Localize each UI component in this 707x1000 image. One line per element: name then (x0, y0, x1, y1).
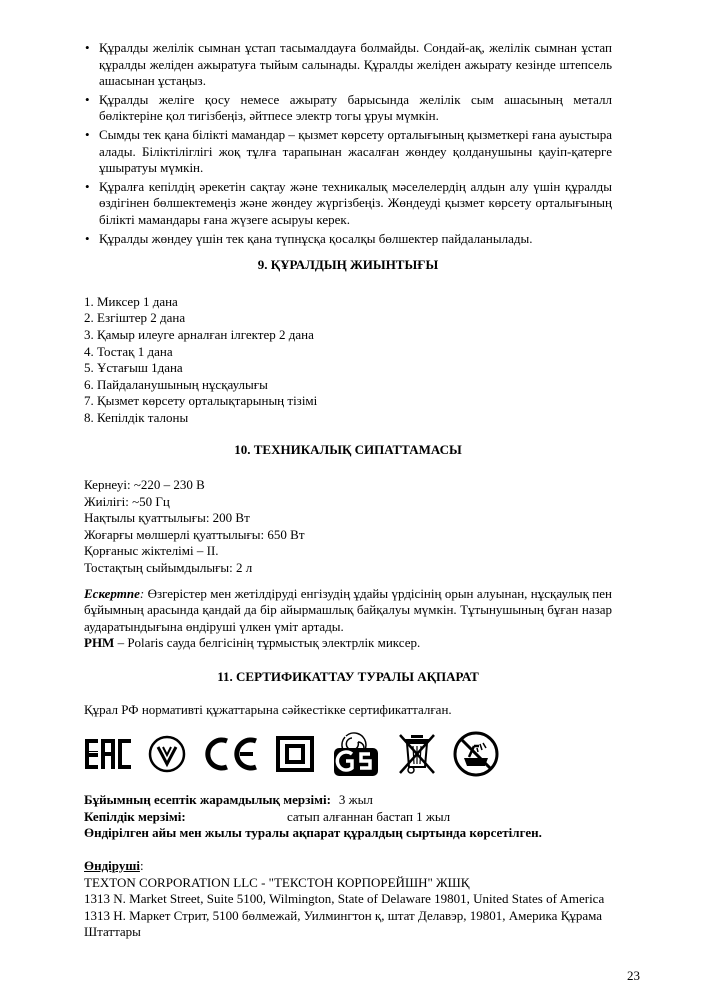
manufacturer-address-kz: 1313 Н. Маркет Стрит, 5100 бөлмежай, Уилмингтон қ, штат Делавэр, 19801, Америка Құрама Штаттары (84, 907, 603, 940)
manufacturer-heading (84, 858, 612, 875)
production-date-note: Өндірілген айы мен жылы туралы ақпарат құралдың сыртында көрсетілген. (84, 825, 542, 841)
gs-mark-icon (330, 730, 382, 778)
safety-bullet: • Құралды желілік сымнан ұстап тасымалдауға болмайды. Сондай-ақ, желілік сымнан ұстап құралды желіден ажыратуға тыйым салынады. Құралды желіден ажырату кезінде штепсель ашасынан ұстаңыз. (84, 40, 612, 90)
spec-line: Нақтылы қуаттылығы: 200 Вт (84, 510, 250, 526)
kit-item: 1. Миксер 1 дана (84, 293, 178, 309)
weee-crossed-bin-mark-icon (397, 731, 437, 777)
certification-text: Құрал РФ нормативті құжаттарына сәйкестікке сертификатталған. (84, 701, 452, 717)
service-life-value: 3 жыл (338, 792, 373, 808)
safety-bullet: • Сымды тек қана білікті мамандар – қызмет көрсету орталығының қызметкері ғана ауыстыра алады. Біліктіліглігі жоқ тұлға тарапынан жасалған жөндеу қолданушыны қауіп-қатерге ұшыратуы мүмкін. (84, 127, 612, 177)
manufacturer-address-en: 1313 N. Market Street, Suite 5100, Wilmington, State of Delaware 19801, United States of America (84, 891, 605, 907)
kit-item: 4. Тостақ 1 дана (84, 343, 173, 359)
spec-list (84, 477, 612, 577)
note-colon: : (139, 585, 145, 601)
section-10-title: 10. ТЕХНИКАЛЫҚ СИПАТТАМАСЫ (234, 442, 462, 458)
note-paragraph (84, 586, 612, 636)
kit-item: 8. Кепілдік талоны (84, 409, 189, 425)
kit-item: 7. Қызмет көрсету орталықтарының тізімі (84, 393, 318, 409)
spec-line: Кернеуі: ~220 – 230 В (84, 477, 205, 493)
eac-mark-icon (84, 736, 132, 772)
manufacturer-name: TEXTON CORPORATION LLC - "ТЕКСТОН КОРПОРЕЙШН" ЖШҚ (84, 874, 470, 890)
note-text: Өзгерістер мен жетілдіруді енгізудің ұдайы үрдісінің орын алуынан, нұсқаулық пен бұйымның арасында қандай да бір айырмашлық байқалуы мүмкін. Тұтынушының бұған назар аударатындығына өндіруші үлкен үміт артады. (84, 585, 612, 634)
safety-bullet-list (84, 40, 612, 247)
service-life-label: Бұйымның есептік жарамдылық мерзімі: (84, 792, 331, 808)
double-insulation-mark-icon (275, 736, 315, 772)
kit-item: 5. Ұстағыш 1дана (84, 360, 183, 376)
manual-page (84, 40, 612, 941)
phm-label: PHM (84, 635, 115, 651)
phm-paragraph (84, 635, 612, 652)
phm-text: – Polaris сауда белгісінің тұрмыстық электрлік миксер. (114, 635, 421, 651)
warranty-value: сатып алғаннан бастап 1 жыл (287, 808, 451, 824)
ce-mark-icon (202, 736, 260, 772)
certification-logos (84, 730, 612, 778)
note-block (84, 586, 612, 652)
safety-bullet: • Құралға кепілдің әрекетін сақтау және техникалық мәселелердің алдын алу үшін құралды өздігінен бөлшектемеңіз және жөндеу жүргізбеңіз. Жөндеуді қызмет көрсету орталығының білікті мамандары ғана жүзеге асыруы керек. (84, 179, 612, 229)
safety-bullet: • Құралды жөндеу үшін тек қана түпнұсқа қосалқы бөлшектер пайдаланылады. (84, 231, 612, 248)
spec-line: Қорғаныс жіктелімі – II. (84, 543, 219, 559)
ukraine-conformity-mark-icon (147, 734, 187, 774)
spec-line: Тостақтың сыйымдылығы: 2 л (84, 560, 253, 576)
manufacturer-block (84, 858, 612, 941)
kit-item: 3. Қамыр илеуге арналған ілгектер 2 дана (84, 326, 314, 342)
kit-list (84, 294, 612, 427)
manufacturer-colon: : (139, 857, 144, 873)
spec-line: Жиілігі: ~50 Гц (84, 493, 170, 509)
manufacturer-label: Өндіруші (84, 857, 140, 873)
safety-bullet: • Құралды желіге қосу немесе ажырату барысында желілік сым ашасының металл бөліктеріне қол тигізбеңіз, әйтпесе электр тогы ұруы мүмкін. (84, 92, 612, 125)
section-9-title: 9. ҚҰРАЛДЫҢ ЖИЫНТЫҒЫ (257, 257, 439, 273)
kit-item: 2. Езгіштер 2 дана (84, 310, 186, 326)
spec-line: Жоғарғы мөлшерлі қуаттылығы: 650 Вт (84, 526, 305, 542)
service-life-row (84, 792, 612, 809)
page-number: 23 (627, 968, 640, 983)
kit-item: 6. Пайдаланушының нұсқаулығы (84, 376, 268, 392)
warranty-label: Кепілдік мерзімі: (84, 808, 186, 824)
note-label: Ескертпе (84, 585, 140, 601)
section-11-title: 11. СЕРТИФИКАТТАУ ТУРАЛЫ АҚПАРАТ (217, 669, 479, 684)
no-dishwasher-mark-icon (452, 730, 500, 778)
warranty-row (84, 809, 612, 826)
lifetime-block (84, 792, 612, 842)
